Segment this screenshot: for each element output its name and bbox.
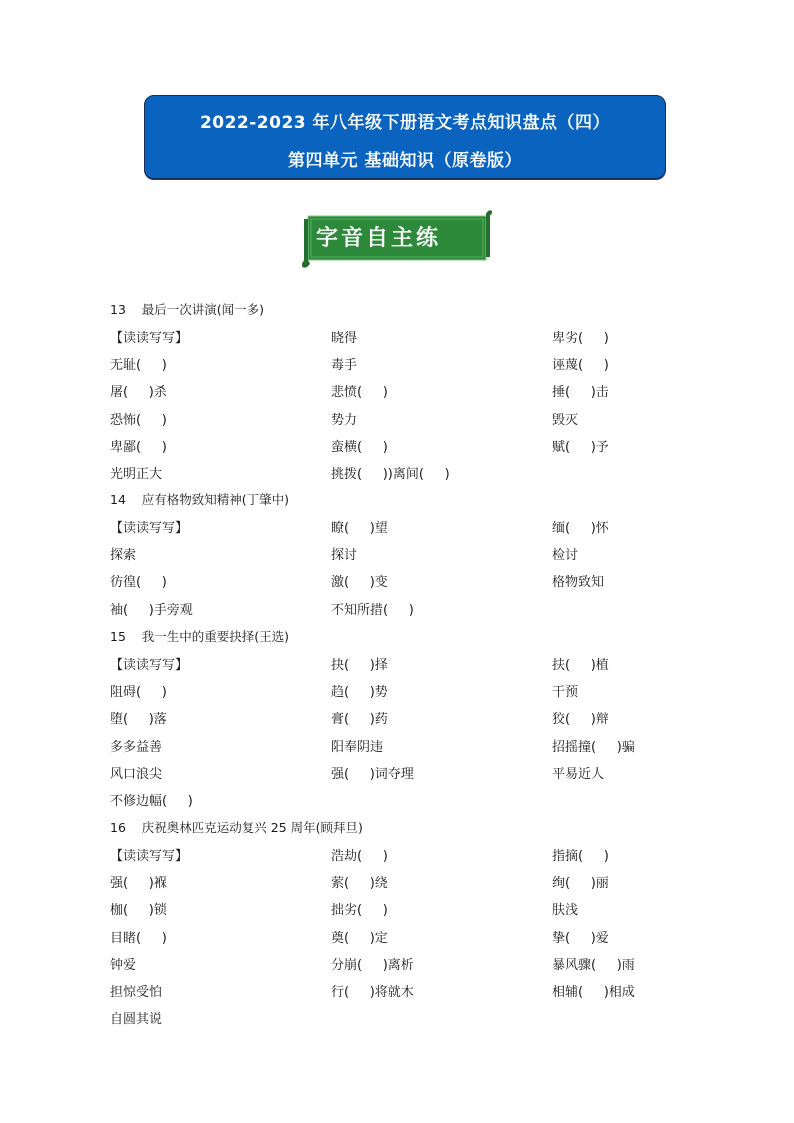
word-row bbox=[0, 954, 794, 976]
word-item: 格物致知 bbox=[552, 575, 605, 591]
word-item: 无耻( ) bbox=[110, 358, 167, 374]
word-item: 相辅( )相成 bbox=[552, 985, 635, 1000]
word-item: 激( )变 bbox=[331, 575, 388, 591]
word-item: 暴风骤( )雨 bbox=[552, 957, 635, 973]
banner-title: 字音自主练 bbox=[316, 225, 442, 251]
word-item: 担惊受怕 bbox=[110, 985, 163, 1000]
word-row bbox=[0, 790, 794, 812]
word-item: 绚( )丽 bbox=[552, 876, 609, 892]
word-row bbox=[0, 763, 794, 785]
word-item: 不修边幅( ) bbox=[110, 794, 193, 809]
word-item: 钟爱 bbox=[110, 957, 137, 973]
word-item: 肤浅 bbox=[552, 903, 579, 919]
word-item: 平易近人 bbox=[552, 766, 605, 782]
word-item: 悲愤( ) bbox=[331, 385, 388, 401]
word-item: 膏( )药 bbox=[331, 712, 388, 728]
word-item: 强( )褓 bbox=[110, 876, 167, 892]
word-item: 风口浪尖 bbox=[110, 766, 163, 782]
word-item: 多多益善 bbox=[110, 739, 163, 755]
word-row bbox=[0, 436, 794, 458]
word-item: 探讨 bbox=[331, 548, 358, 564]
word-item: 彷徨( ) bbox=[110, 575, 167, 591]
word-item: 赋( )予 bbox=[552, 439, 609, 455]
word-row bbox=[0, 681, 794, 703]
word-item: 挑拨( ))离间( ) bbox=[331, 467, 450, 482]
word-item: 狡( )辩 bbox=[552, 712, 609, 728]
word-item: 不知所措( ) bbox=[331, 602, 414, 618]
word-row bbox=[0, 708, 794, 730]
word-item: 瞭( )望 bbox=[331, 521, 388, 536]
section-label: 【读读写写】 bbox=[110, 658, 189, 673]
word-item: 卑鄙( ) bbox=[110, 439, 167, 455]
word-row bbox=[0, 544, 794, 566]
word-item: 毒手 bbox=[331, 358, 358, 374]
word-row bbox=[0, 736, 794, 758]
word-item: 抉( )择 bbox=[331, 658, 388, 673]
word-item: 行( )将就木 bbox=[331, 985, 414, 1000]
word-item: 蛮横( ) bbox=[331, 439, 388, 455]
word-item: 阻碍( ) bbox=[110, 685, 167, 701]
section-banner bbox=[300, 210, 494, 270]
word-item: 屠( )杀 bbox=[110, 385, 167, 401]
word-item: 诬蔑( ) bbox=[552, 358, 609, 374]
word-item: 奠( )定 bbox=[331, 930, 388, 946]
word-item: 袖( )手旁观 bbox=[110, 602, 193, 618]
word-item: 光明正大 bbox=[110, 467, 163, 482]
word-row bbox=[0, 845, 794, 867]
word-item: 招摇撞( )骗 bbox=[552, 739, 635, 755]
lesson-title: 14 应有格物致知精神(丁肇中) bbox=[110, 492, 290, 507]
word-item: 萦( )绕 bbox=[331, 876, 388, 892]
word-item: 阳奉阴违 bbox=[331, 739, 384, 755]
word-item: 卑劣( ) bbox=[552, 331, 609, 346]
word-row bbox=[0, 872, 794, 894]
word-item: 趋( )势 bbox=[331, 685, 388, 701]
word-item: 毁灭 bbox=[552, 412, 579, 428]
word-item: 干预 bbox=[552, 685, 579, 701]
word-item: 检讨 bbox=[552, 548, 579, 564]
word-item: 堕( )落 bbox=[110, 712, 167, 728]
word-row bbox=[0, 899, 794, 921]
title-box bbox=[144, 95, 666, 179]
lesson-title: 15 我一生中的重要抉择(王选) bbox=[110, 629, 290, 644]
lesson-title: 13 最后一次讲演(闻一多) bbox=[110, 302, 265, 317]
word-item: 分崩( )离析 bbox=[331, 957, 414, 973]
word-row bbox=[0, 409, 794, 431]
word-row bbox=[0, 463, 794, 485]
word-item: 目睹( ) bbox=[110, 930, 167, 946]
word-item: 扶( )植 bbox=[552, 658, 609, 673]
word-item: 挚( )爱 bbox=[552, 930, 609, 946]
word-item: 捶( )击 bbox=[552, 385, 609, 401]
word-item: 缅( )怀 bbox=[552, 521, 609, 536]
section-label: 【读读写写】 bbox=[110, 849, 189, 864]
word-item: 强( )词夺理 bbox=[331, 766, 414, 782]
word-item: 枷( )锁 bbox=[110, 903, 167, 919]
section-label: 【读读写写】 bbox=[110, 521, 189, 536]
word-item: 探索 bbox=[110, 548, 137, 564]
word-row bbox=[0, 981, 794, 1003]
word-item: 指摘( ) bbox=[552, 849, 609, 864]
word-row bbox=[0, 599, 794, 621]
word-item: 势力 bbox=[331, 412, 358, 428]
word-item: 恐怖( ) bbox=[110, 412, 167, 428]
word-item: 浩劫( ) bbox=[331, 849, 388, 864]
word-row bbox=[0, 571, 794, 593]
lesson-title: 16 庆祝奥林匹克运动复兴 25 周年(顾拜旦) bbox=[110, 820, 363, 835]
word-row bbox=[0, 927, 794, 949]
title-line-1: 2022-2023 年八年级下册语文考点知识盘点（四） bbox=[199, 113, 611, 133]
section-label: 【读读写写】 bbox=[110, 331, 189, 346]
word-row bbox=[0, 381, 794, 403]
word-row bbox=[0, 354, 794, 376]
word-item: 拙劣( ) bbox=[331, 903, 388, 919]
word-row bbox=[0, 517, 794, 539]
word-row bbox=[0, 327, 794, 349]
word-row bbox=[0, 654, 794, 676]
word-item: 晓得 bbox=[331, 331, 358, 346]
word-row bbox=[0, 1008, 794, 1030]
title-line-2: 第四单元 基础知识（原卷版） bbox=[288, 151, 522, 171]
word-item: 自圆其说 bbox=[110, 1012, 163, 1028]
